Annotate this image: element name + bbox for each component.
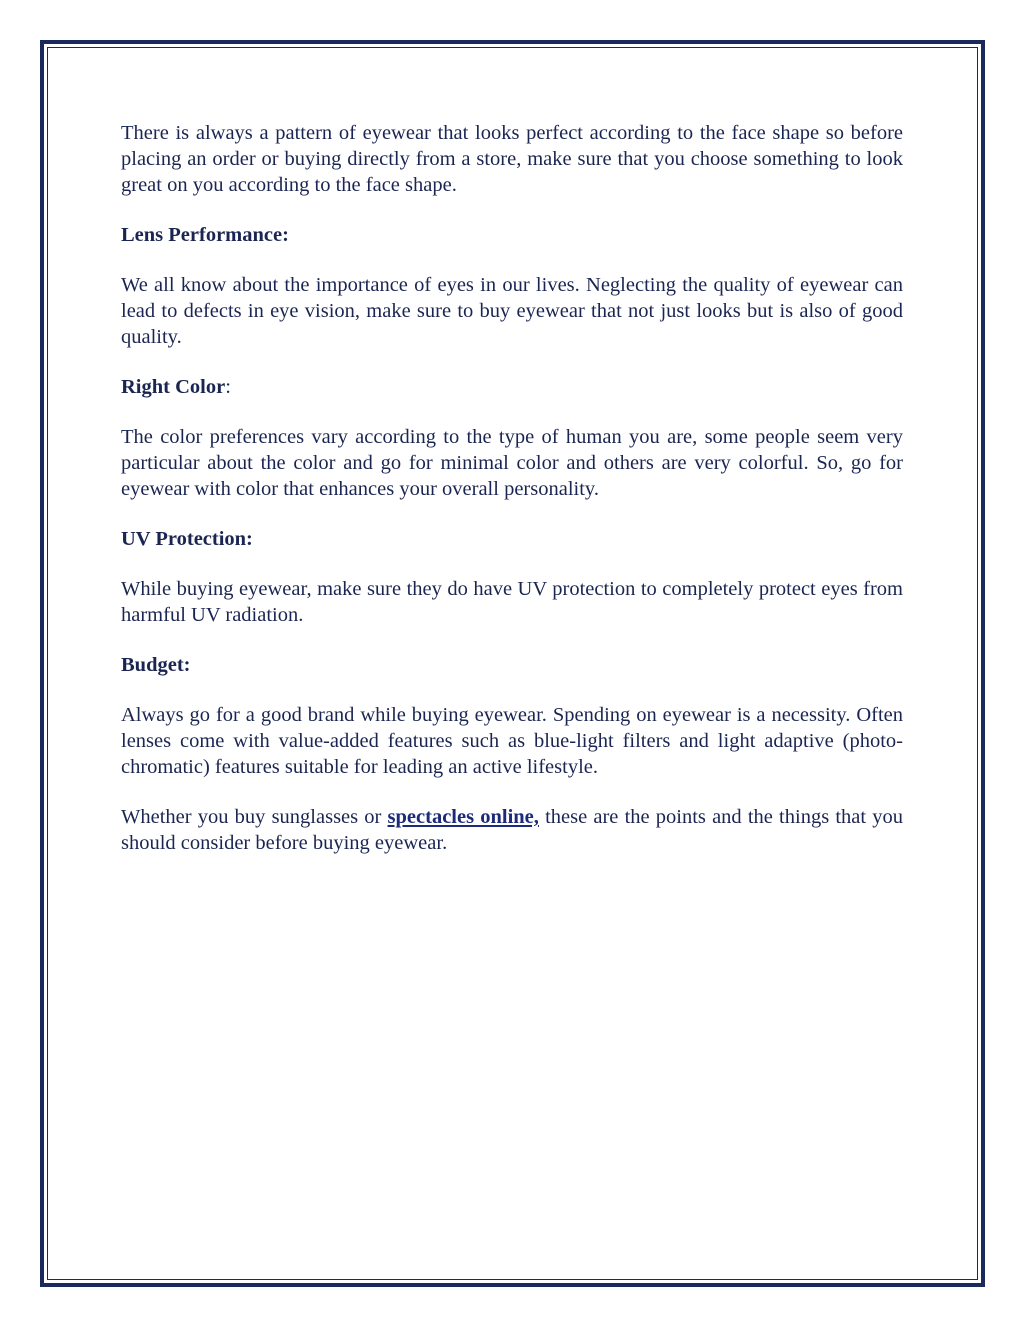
paragraph-uv-protection: While buying eyewear, make sure they do have UV protection to completely protect eyes from harmful UV radiation.: [121, 578, 903, 626]
closing-text-before: Whether you buy sunglasses or: [121, 806, 388, 828]
heading-uv-protection: UV Protection:: [121, 528, 253, 550]
document-body: [121, 120, 903, 856]
heading-budget: Budget:: [121, 654, 191, 676]
heading-right-color-suffix: :: [225, 376, 231, 398]
heading-lens-performance: Lens Performance:: [121, 224, 289, 246]
closing-paragraph: [121, 804, 903, 856]
heading-right-color-wrapper: [121, 374, 903, 400]
closing-text-after: these are the points and the things that you should consider before buying eyewear.: [121, 806, 904, 854]
spectacles-online-link[interactable]: spectacles online,: [387, 806, 539, 828]
heading-right-color: Right Color: [121, 376, 226, 398]
paragraph-right-color: The color preferences vary according to the type of human you are, some people seem very particular about the color and go for minimal color and others are very colorful. So, go for eyewear with color that enhances your overall personality.: [121, 426, 903, 500]
paragraph-budget: Always go for a good brand while buying eyewear. Spending on eyewear is a necessity. Often lenses come with value-added features such as blue-light filters and light adaptive (photo-chromatic) features suitable for leading an active lifestyle.: [121, 704, 903, 778]
intro-paragraph: There is always a pattern of eyewear that looks perfect according to the face shape so before placing an order or buying directly from a store, make sure that you choose something to look great on you according to the face shape.: [121, 122, 903, 196]
paragraph-lens-performance: We all know about the importance of eyes in our lives. Neglecting the quality of eyewear can lead to defects in eye vision, make sure to buy eyewear that not just looks but is also of good quality.: [121, 274, 903, 348]
